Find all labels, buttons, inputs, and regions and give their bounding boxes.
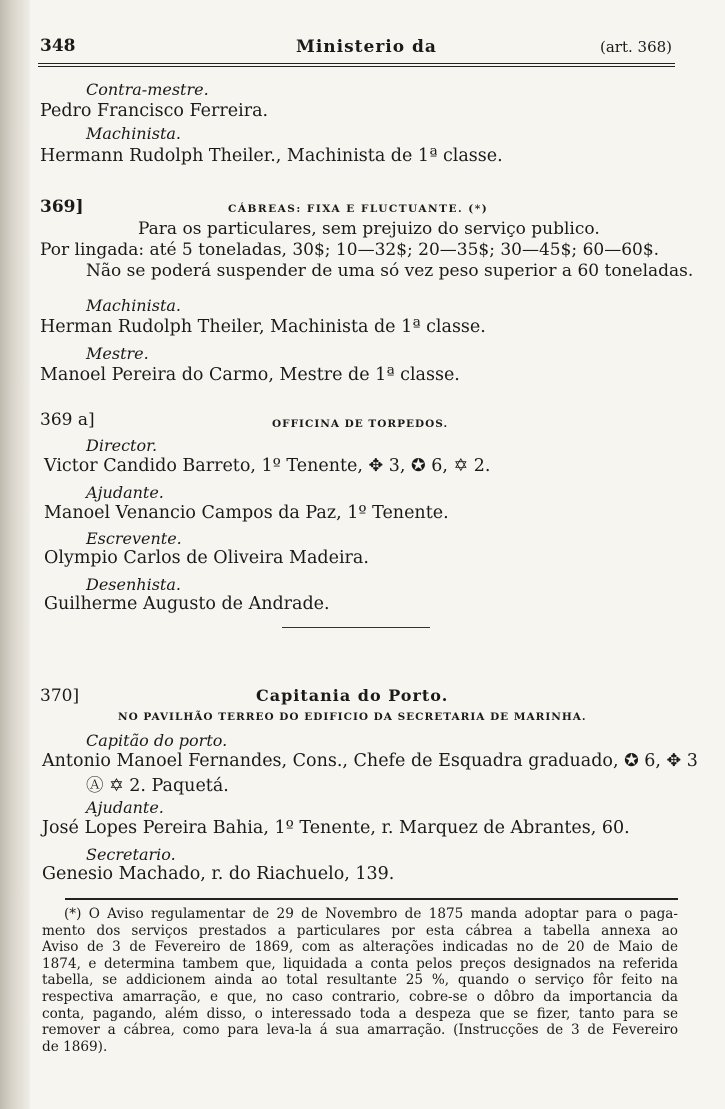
running-title: Ministerio da xyxy=(296,37,437,57)
footnote-line: de 1869). xyxy=(42,1038,108,1055)
section-title: CÁBREAS: FIXA E FLUCTUANTE. (*) xyxy=(228,203,489,215)
person-name: Herman Rudolph Theiler, Machinista de 1ª classe. xyxy=(40,317,486,337)
role-label: Ajudante. xyxy=(86,798,164,817)
person-name: Manoel Pereira do Carmo, Mestre de 1ª classe. xyxy=(40,365,460,385)
footnote-rule xyxy=(65,898,678,900)
section-number: 369 a] xyxy=(40,410,95,430)
header-rule xyxy=(38,63,675,67)
section-divider xyxy=(282,627,430,628)
footnote-line: tabella, se addicionem ainda ao total resultante 25 %, quando o serviço fôr feito na xyxy=(42,972,678,989)
section-text: Não se poderá suspender de uma só vez peso superior a 60 toneladas. xyxy=(86,261,694,281)
person-name: José Lopes Pereira Bahia, 1º Tenente, r. Marquez de Abrantes, 60. xyxy=(42,818,630,838)
person-name: Guilherme Augusto de Andrade. xyxy=(44,594,330,614)
role-label: Mestre. xyxy=(86,344,149,363)
role-label: Director. xyxy=(86,436,158,455)
person-name: Manoel Venancio Campos da Paz, 1º Tenente. xyxy=(44,503,449,523)
section-number: 369] xyxy=(40,197,84,217)
page-number: 348 xyxy=(40,36,76,56)
person-name: Pedro Francisco Ferreira. xyxy=(40,101,269,121)
section-subtitle: NO PAVILHÃO TERREO DO EDIFICIO DA SECRETARIA DE MARINHA. xyxy=(118,711,587,723)
person-name: Genesio Machado, r. do Riachuelo, 139. xyxy=(42,864,395,884)
role-label: Secretario. xyxy=(86,845,176,864)
footnote-line: Aviso de 3 de Fevereiro de 1869, com as alterações indicadas no de 20 de Maio de xyxy=(42,939,678,956)
page-binding-edge xyxy=(0,0,30,1109)
footnote-line: 1874, e determina tambem que, liquidada a conta pelos preços designados na referida xyxy=(42,955,678,972)
section-text: Por lingada: até 5 toneladas, 30$; 10—32$; 20—35$; 30—45$; 60—60$. xyxy=(40,240,660,260)
role-label: Escrevente. xyxy=(86,529,182,548)
role-label: Ajudante. xyxy=(86,483,164,502)
person-name-continued: Ⓐ ✡ 2. Paquetá. xyxy=(86,776,229,796)
footnote-line: conta, pagando, além disso, o interessado toda a despeza que se fizer, tanto para se xyxy=(42,1005,678,1022)
person-name: Hermann Rudolph Theiler., Machinista de 1ª classe. xyxy=(40,146,503,166)
section-title: Capitania do Porto. xyxy=(256,686,449,705)
footnote-line: mento dos serviços prestados a particulares por esta cábrea a tabella annexa ao xyxy=(42,922,678,939)
person-name: Antonio Manoel Fernandes, Cons., Chefe de Esquadra graduado, ✪ 6, ✥ 3 xyxy=(42,751,698,771)
person-name: Victor Candido Barreto, 1º Tenente, ✥ 3, ✪ 6, ✡ 2. xyxy=(44,456,491,476)
role-label: Contra-mestre. xyxy=(86,80,209,99)
section-title: OFFICINA DE TORPEDOS. xyxy=(272,418,449,430)
footnote-line: (*) O Aviso regulamentar de 29 de Novembro de 1875 manda adoptar para o paga- xyxy=(64,906,678,922)
article-ref: (art. 368) xyxy=(600,38,673,56)
footnote xyxy=(42,906,678,1055)
section-number: 370] xyxy=(40,686,80,706)
footnote-line: remover a cábrea, como para leva-la á sua amarração. (Instrucções de 3 de Fevereiro xyxy=(42,1022,678,1039)
role-label: Machinista. xyxy=(86,296,181,315)
section-text: Para os particulares, sem prejuizo do serviço publico. xyxy=(138,219,600,239)
person-name: Olympio Carlos de Oliveira Madeira. xyxy=(44,548,369,568)
role-label: Capitão do porto. xyxy=(86,731,228,750)
role-label: Machinista. xyxy=(86,124,181,143)
footnote-line: respectiva amarração, e que, no caso contrario, cobre-se o dôbro da importancia da xyxy=(42,988,678,1005)
role-label: Desenhista. xyxy=(86,575,181,594)
